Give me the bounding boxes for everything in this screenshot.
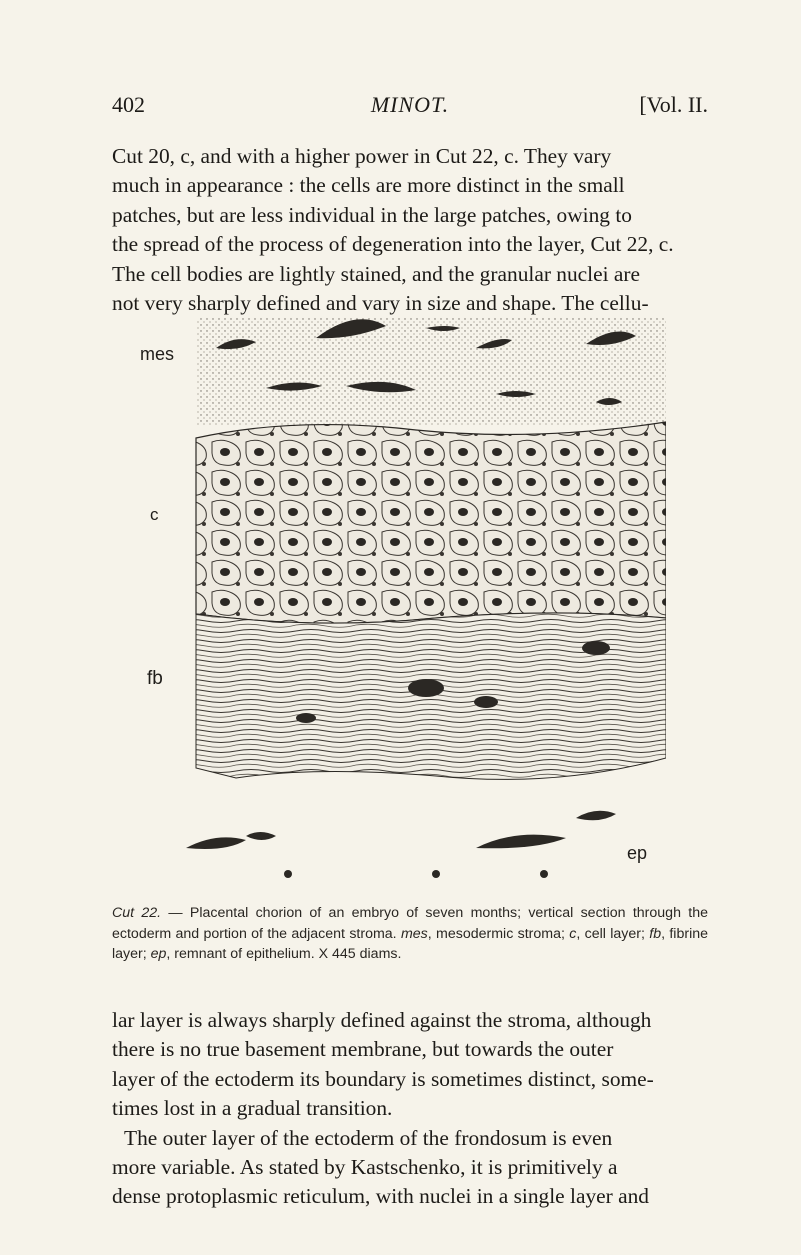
caption-text: , cell layer; <box>576 925 650 942</box>
label-mes: mes <box>140 344 175 364</box>
figure-caption <box>112 903 708 965</box>
text-line: Cut 20, c, and with a higher power in Cut 22, c. They vary <box>112 144 612 168</box>
caption-text: , fibrine layer; <box>112 925 709 962</box>
label-ep: ep <box>627 843 648 863</box>
caption-text: — Placental chorion of an embryo of seven months; vertical section through the ectoderm and portion of the adjacent stroma. <box>112 905 708 942</box>
text-line: the spread of the process of degeneration into the layer, Cut 22, c. <box>112 232 674 257</box>
text-line: not very sharply defined and vary in size and shape. The cellu- <box>112 291 649 316</box>
cell-layer <box>196 422 666 623</box>
caption-abbr-mes: mes <box>400 925 428 942</box>
paragraph-bottom <box>112 1006 708 1212</box>
caption-abbr-ep: ep <box>150 946 167 962</box>
caption-abbr-c: c <box>569 925 577 942</box>
text-line: lar layer is always sharply defined against the stroma, although <box>112 1008 652 1032</box>
text-line: patches, but are less individual in the large patches, owing to <box>112 202 632 227</box>
paragraph-top <box>112 142 708 318</box>
histology-illustration <box>176 318 666 878</box>
page-number: 402 <box>112 92 145 117</box>
running-title: MINOT. <box>370 92 450 117</box>
label-c: c <box>150 505 159 524</box>
volume-label: [Vol. II. <box>639 92 708 117</box>
caption-cut-number: Cut 22. <box>112 905 162 921</box>
epithelium-remnants <box>186 811 616 878</box>
caption-abbr-fb: fb <box>649 925 662 942</box>
text-line: dense protoplasmic reticulum, with nuclei in a single layer and <box>112 1184 649 1209</box>
text-line: The outer layer of the ectoderm of the frondosum is even <box>124 1125 613 1150</box>
page-header <box>112 92 708 122</box>
text-line: more variable. As stated by Kastschenko, it is primitively a <box>112 1155 618 1180</box>
caption-text: , remnant of epithelium. X 445 diams. <box>166 946 402 962</box>
label-fb: fb <box>147 668 163 689</box>
text-line: times lost in a gradual transition. <box>112 1096 393 1121</box>
text-line: much in appearance : the cells are more distinct in the small <box>112 173 625 198</box>
text-line: layer of the ectoderm its boundary is sometimes distinct, some- <box>112 1066 654 1091</box>
caption-text: , mesodermic stroma; <box>427 925 570 942</box>
text-line: The cell bodies are lightly stained, and the granular nuclei are <box>112 261 641 286</box>
text-line: there is no true basement membrane, but towards the outer <box>112 1037 614 1062</box>
stroma-layer <box>196 318 666 426</box>
